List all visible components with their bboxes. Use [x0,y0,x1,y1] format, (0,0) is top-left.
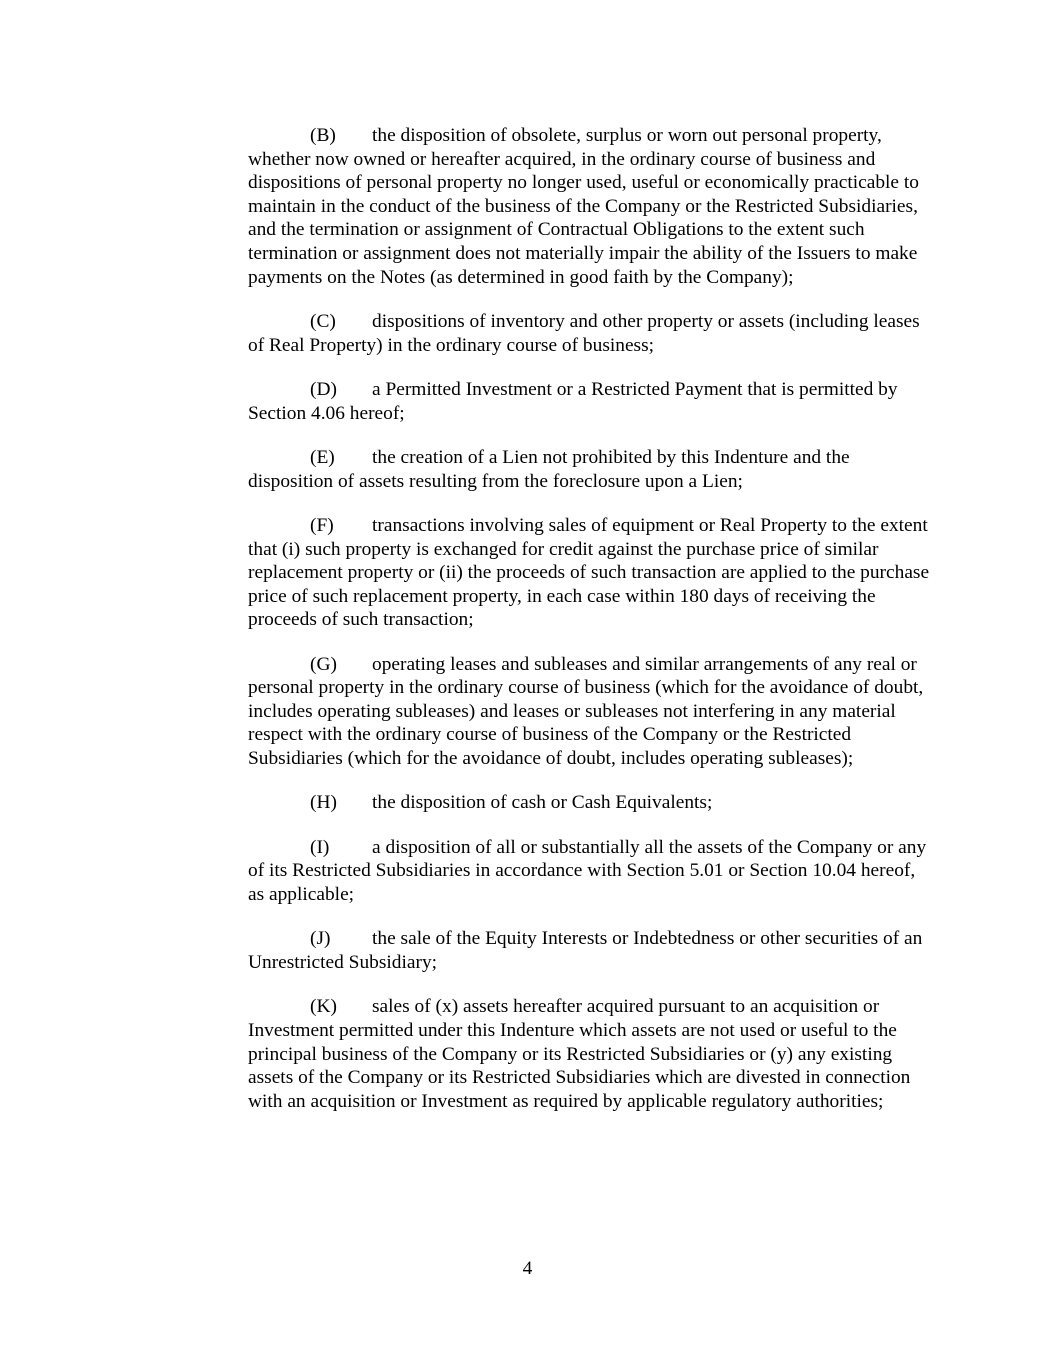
clause-h [248,791,934,815]
clause-text: dispositions of inventory and other property or assets (including leases of Real Property) in the ordinary course of business; [248,310,920,356]
clause-text: the creation of a Lien not prohibited by this Indenture and the disposition of assets resulting from the foreclosure upon a Lien; [248,446,850,492]
clause-text: the disposition of cash or Cash Equivalents; [372,792,713,814]
clause-text: transactions involving sales of equipment or Real Property to the extent that (i) such property is exchanged for credit against the purchase price of similar replacement property or (ii) the proceeds of such transaction are applied to the purchase price of such replacement property, in each case within 180 days of receiving the proceeds of such transaction; [248,514,930,631]
clause-k [248,995,934,1113]
page-number: 4 [522,1258,533,1279]
clause-e [248,446,934,493]
clause-text: the sale of the Equity Interests or Indebtedness or other securities of an Unrestricted Subsidiary; [248,928,923,973]
document-body [248,124,934,1134]
clause-label: (J) [310,928,331,950]
clause-label: (E) [310,446,335,468]
clause-text: operating leases and subleases and similar arrangements of any real or personal property in the ordinary course of business (which for the avoidance of doubt, includes operating subleases) and leases or subleases not interfering in any material respect with the ordinary course of business of the Company or the Restricted Subsidiaries (which for the avoidance of doubt, includes operating subleases); [248,653,924,770]
clause-g [248,653,934,771]
clause-text: a disposition of all or substantially all the assets of the Company or any of its Restricted Subsidiaries in accordance with Section 5.01 or Section 10.04 hereof, as applicable; [248,836,927,906]
clause-i [248,836,934,907]
clause-label: (G) [310,653,337,675]
clause-c [248,310,934,357]
clause-label: (C) [310,310,336,332]
clause-j [248,927,934,974]
clause-text: sales of (x) assets hereafter acquired pursuant to an acquisition or Investment permitted under this Indenture which assets are not used or useful to the principal business of the Company or its Restricted Subsidiaries or (y) any existing assets of the Company or its Restricted Subsidiaries which are divested in connection with an acquisition or Investment as required by applicable regulatory authorities; [248,996,911,1112]
clause-label: (B) [310,125,336,146]
clause-d [248,378,934,425]
clause-label: (I) [310,836,330,858]
clause-label: (D) [310,378,337,400]
clause-label: (K) [310,996,337,1018]
clause-b [248,124,934,289]
clause-label: (F) [310,514,334,536]
clause-text: a Permitted Investment or a Restricted Payment that is permitted by Section 4.06 hereof; [248,378,898,424]
clause-text: the disposition of obsolete, surplus or worn out personal property, whether now owned or hereafter acquired, in the ordinary course of business and dispositions of personal property no longer used, useful or economically practicable to maintain in the conduct of the business of the Company or the Restricted Subsidiaries, and the termination or assignment of Contractual Obligations to the extent such termination or assignment does not materially impair the ability of the Issuers to make payments on the Notes (as determined in good faith by the Company); [248,125,919,288]
clause-f [248,514,934,632]
clause-label: (H) [310,792,337,814]
